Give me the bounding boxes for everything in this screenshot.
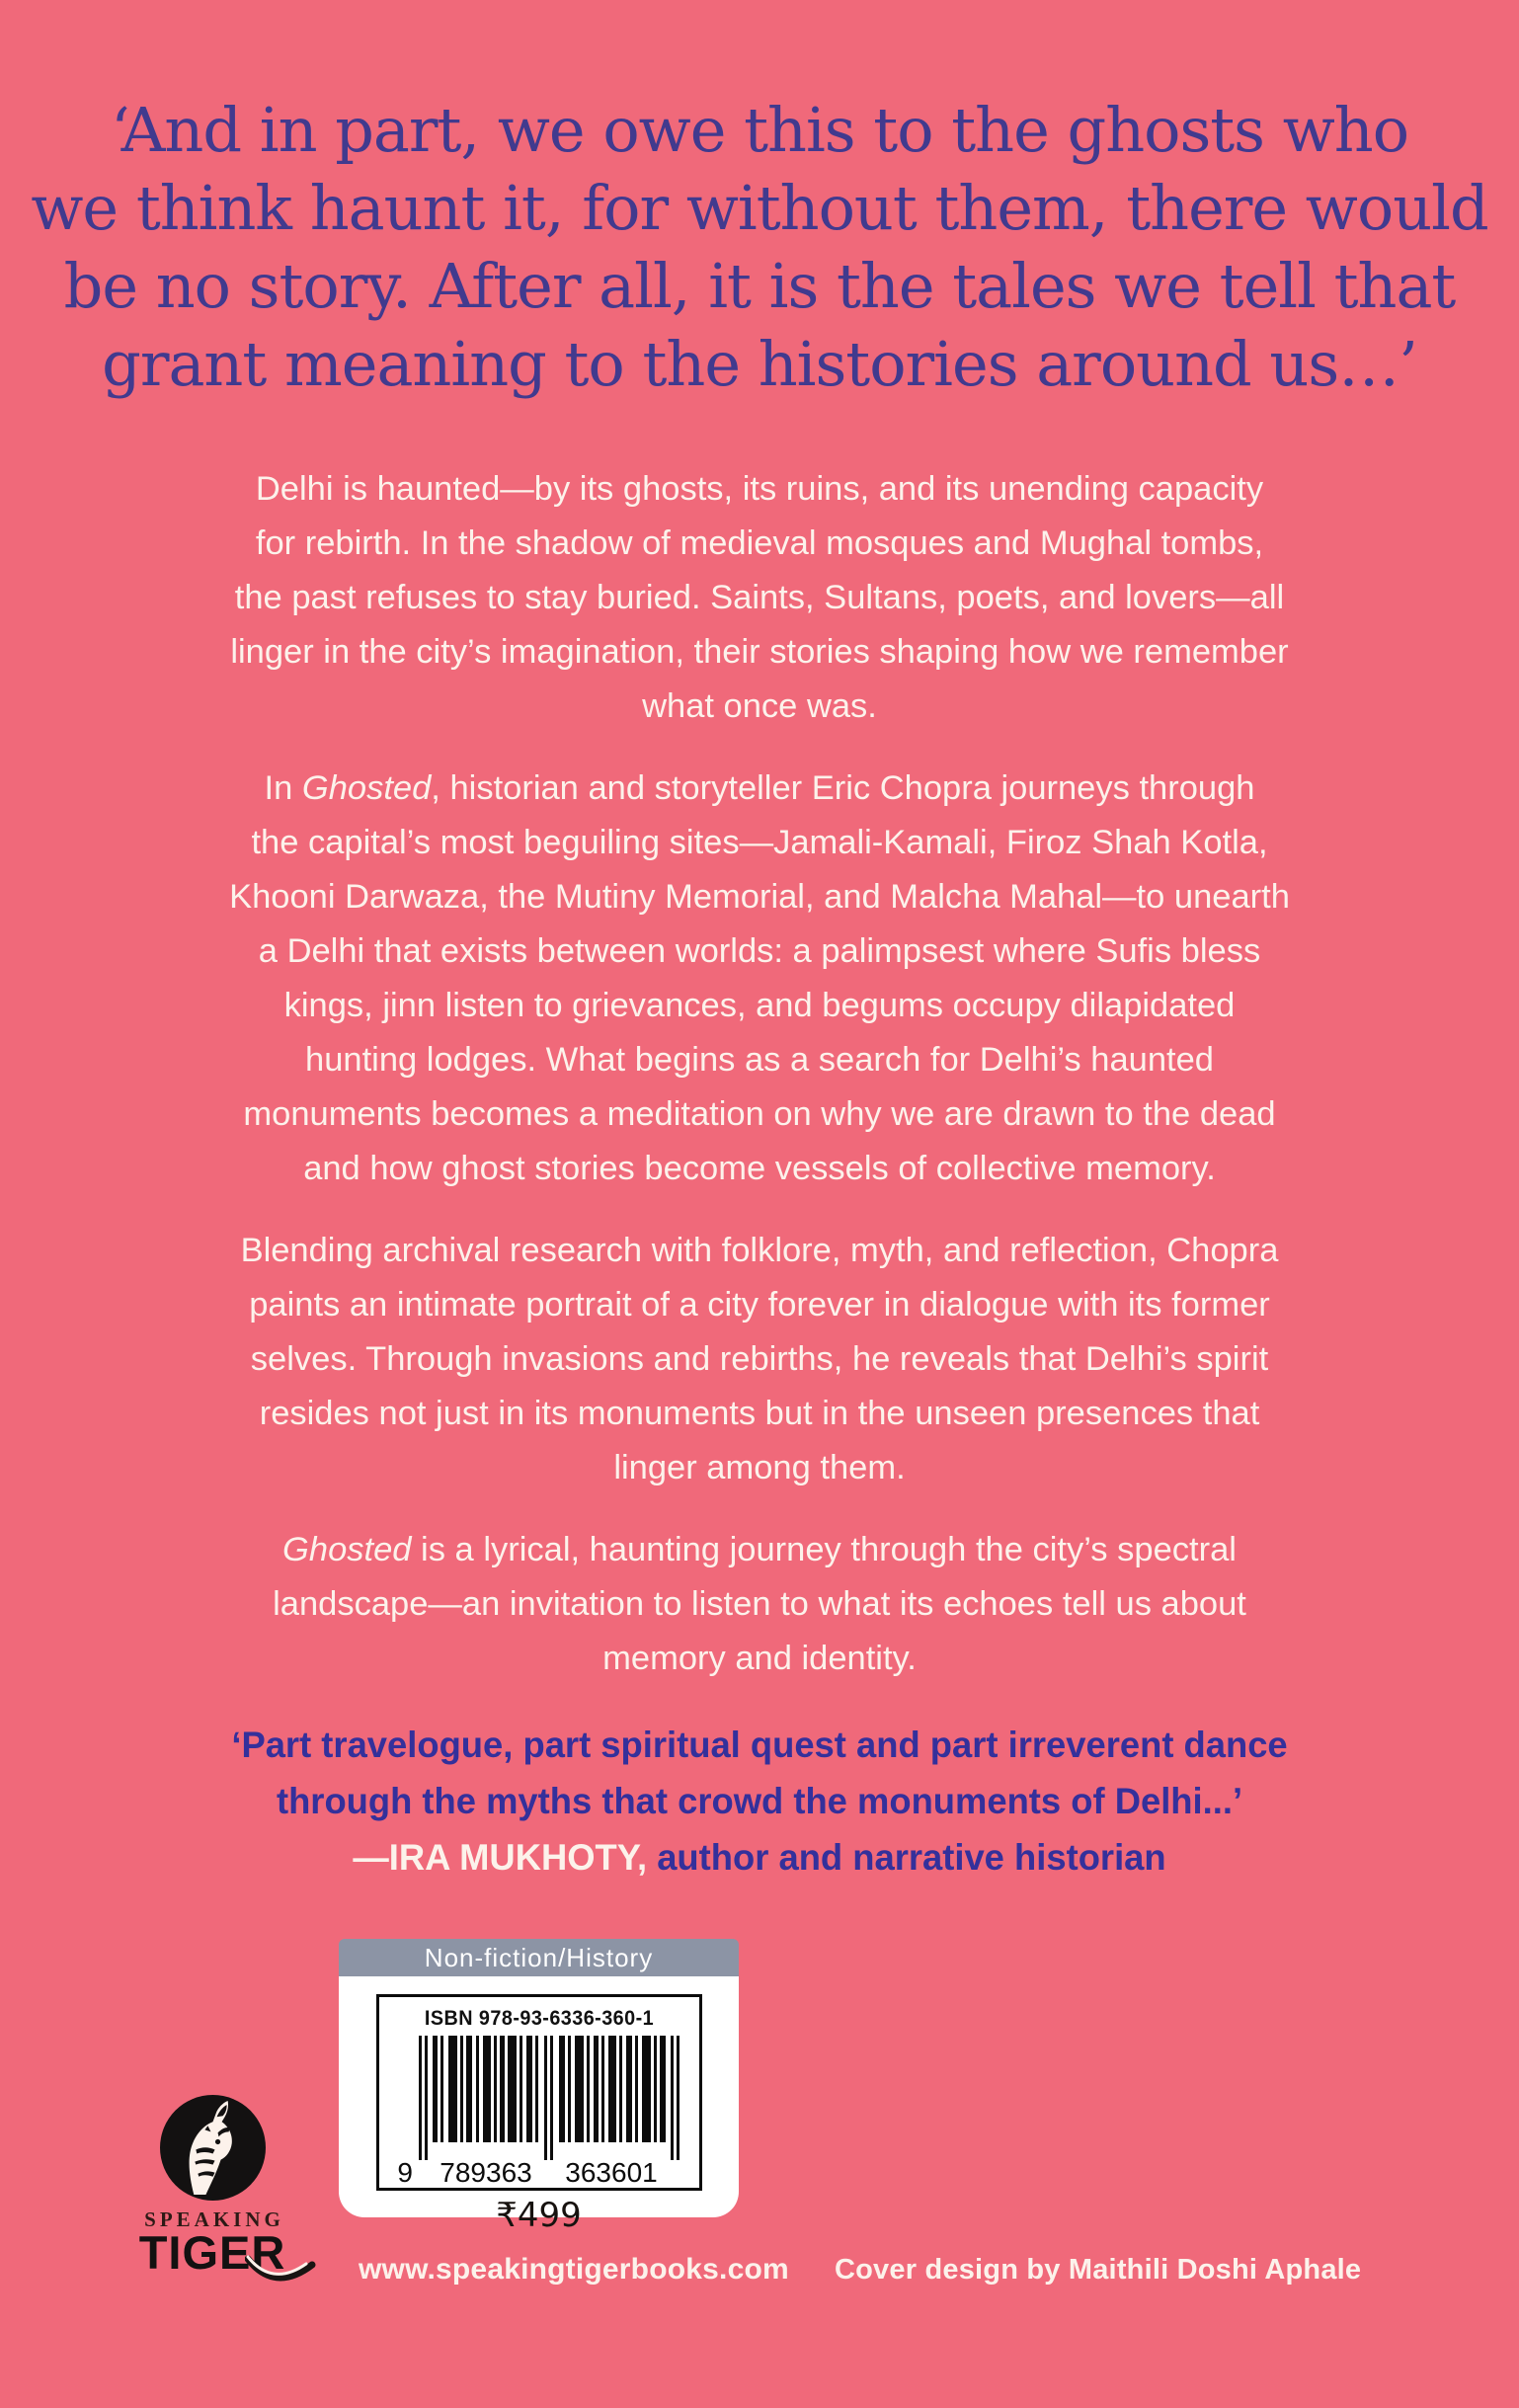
synopsis-paragraph bbox=[147, 1224, 1372, 1495]
barcode-block bbox=[339, 1939, 739, 2235]
text-line: linger among them. bbox=[613, 1449, 906, 1486]
text-line: a Delhi that exists between worlds: a palimpsest where Sufis bless bbox=[258, 932, 1261, 970]
text-line: landscape—an invitation to listen to what its echoes tell us about bbox=[273, 1585, 1246, 1623]
synopsis bbox=[147, 462, 1372, 1714]
tiger-tail-icon bbox=[245, 2255, 316, 2285]
endorsement-attribution bbox=[23, 1829, 1496, 1886]
endorsement-quote bbox=[23, 1717, 1496, 1829]
text-line: we think haunt it, for without them, there would bbox=[31, 172, 1488, 244]
publisher-name-speaking: SPEAKING bbox=[144, 2207, 284, 2231]
barcode-digits-right: 363601 bbox=[564, 2157, 658, 2186]
synopsis-paragraph bbox=[147, 762, 1372, 1196]
text-line: —IRA MUKHOTY, author and narrative historian bbox=[353, 1836, 1166, 1878]
barcode-digits-left: 789363 bbox=[439, 2157, 532, 2186]
text-line: grant meaning to the histories around us…’ bbox=[102, 328, 1417, 400]
barcode-digit-lead: 9 bbox=[396, 2157, 413, 2186]
isbn-label: ISBN 978-93-6336-360-1 bbox=[424, 2006, 654, 2030]
synopsis-paragraph bbox=[147, 462, 1372, 734]
text-line: what once was. bbox=[642, 687, 877, 725]
barcode-frame bbox=[376, 1994, 702, 2191]
ean-barcode-icon bbox=[391, 2036, 687, 2186]
text-line: In Ghosted, historian and storyteller Eric Chopra journeys through bbox=[264, 769, 1255, 807]
price: ₹499 bbox=[496, 2196, 582, 2235]
text-line: hunting lodges. What begins as a search for Delhi’s haunted bbox=[305, 1041, 1214, 1079]
text-line: kings, jinn listen to grievances, and begums occupy dilapidated bbox=[283, 987, 1236, 1024]
text-line: the past refuses to stay buried. Saints, Sultans, poets, and lovers—all bbox=[234, 579, 1285, 616]
text-line: for rebirth. In the shadow of medieval mosques and Mughal tombs, bbox=[255, 524, 1264, 562]
publisher-website: www.speakingtigerbooks.com bbox=[359, 2253, 789, 2286]
text-line: Delhi is haunted—by its ghosts, its ruins, and its unending capacity bbox=[255, 470, 1264, 508]
publisher-logo bbox=[138, 2095, 286, 2279]
barcode-box bbox=[339, 1976, 739, 2235]
text-line: Khooni Darwaza, the Mutiny Memorial, and Malcha Mahal—to unearth bbox=[229, 878, 1290, 916]
text-line: resides not just in its monuments but in the unseen presences that bbox=[259, 1395, 1260, 1432]
text-line: memory and identity. bbox=[602, 1640, 917, 1677]
publisher-name-tiger: TIGER bbox=[138, 2229, 286, 2276]
text-line: linger in the city’s imagination, their stories shaping how we remember bbox=[230, 633, 1289, 671]
text-line: ‘And in part, we owe this to the ghosts who bbox=[110, 94, 1409, 166]
endorsement bbox=[23, 1717, 1496, 1886]
text-line: be no story. After all, it is the tales we tell that bbox=[63, 250, 1456, 322]
text-line: paints an intimate portrait of a city forever in dialogue with its former bbox=[249, 1286, 1270, 1324]
cover-design-credit: Cover design by Maithili Doshi Aphale bbox=[835, 2254, 1362, 2286]
category-label: Non-fiction/History bbox=[424, 1943, 654, 1972]
synopsis-paragraph bbox=[147, 1523, 1372, 1686]
text-line: Ghosted is a lyrical, haunting journey through the city’s spectral bbox=[282, 1531, 1237, 1568]
epigraph-quote bbox=[0, 91, 1519, 403]
text-line: ‘Part travelogue, part spiritual quest and part irreverent dance bbox=[231, 1724, 1288, 1765]
text-line: Blending archival research with folklore, myth, and reflection, Chopra bbox=[240, 1232, 1279, 1269]
text-line: and how ghost stories become vessels of collective memory. bbox=[303, 1150, 1216, 1187]
text-line: monuments becomes a meditation on why we are drawn to the dead bbox=[243, 1095, 1276, 1133]
text-line: the capital’s most beguiling sites—Jamali-Kamali, Firoz Shah Kotla, bbox=[251, 824, 1268, 861]
tiger-icon bbox=[160, 2095, 266, 2201]
text-line: selves. Through invasions and rebirths, he reveals that Delhi’s spirit bbox=[250, 1340, 1269, 1378]
text-line: through the myths that crowd the monuments of Delhi...’ bbox=[276, 1780, 1243, 1821]
category-band bbox=[339, 1939, 739, 1976]
